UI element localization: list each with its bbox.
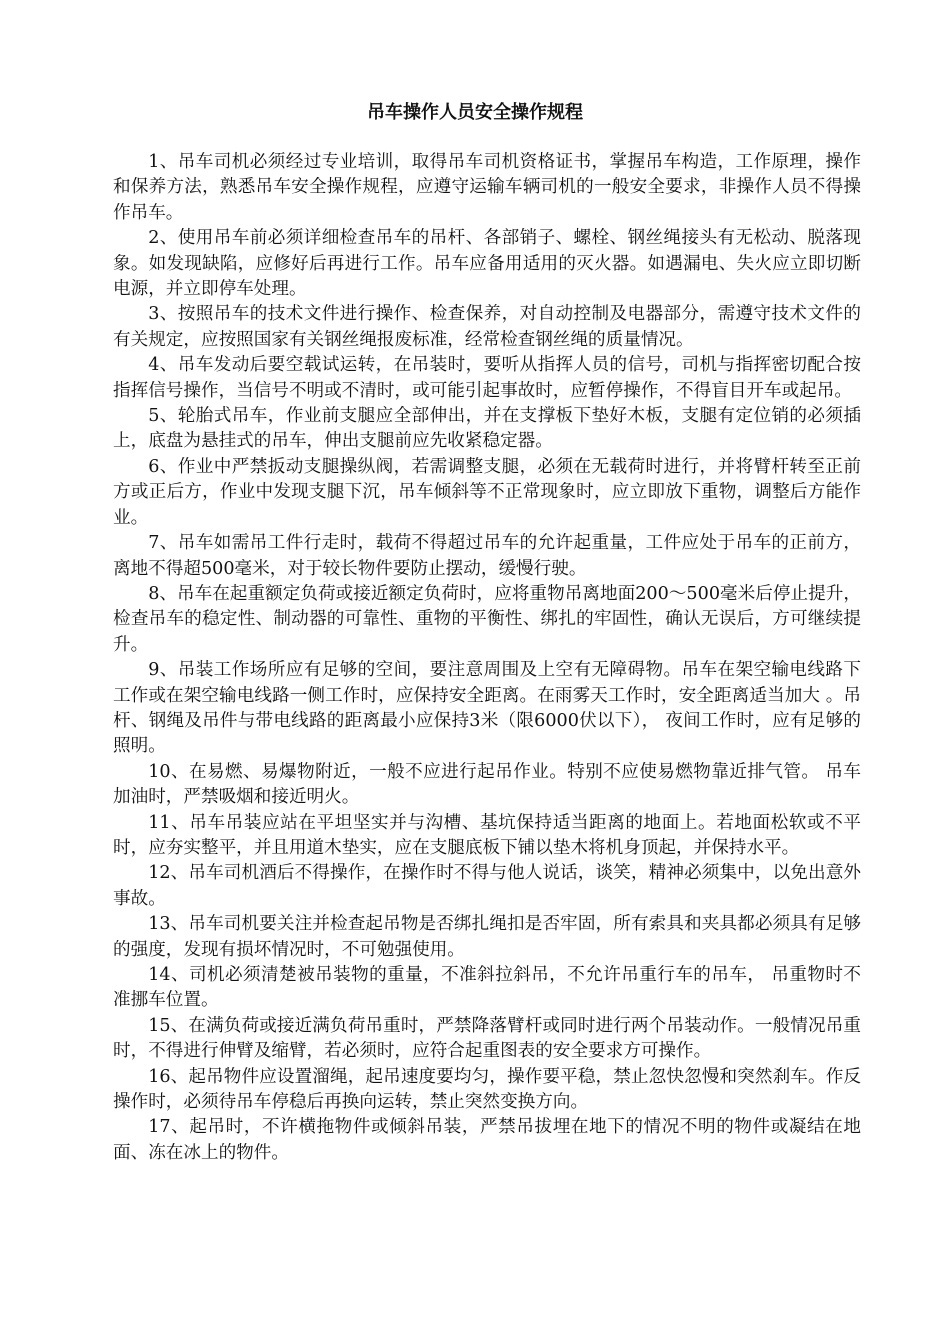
rule-paragraph-2: 2、使用吊车前必须详细检查吊车的吊杆、各部销子、螺栓、钢丝绳接头有无松动、脱落现象。如发现缺陷，应修好后再进行工作。吊车应备用适用的灭火器。如遇漏电、失火应立即切断电源，并立即停车处理。 bbox=[113, 228, 861, 300]
rule-paragraph-17: 17、起吊时，不许横拖物件或倾斜吊装，严禁吊拔埋在地下的情况不明的物件或凝结在地面、冻在冰上的物件。 bbox=[113, 1117, 861, 1163]
document-title: 吊车操作人员安全操作规程 bbox=[367, 102, 583, 123]
rule-paragraph-15: 15、在满负荷或接近满负荷吊重时，严禁降落臂杆或同时进行两个吊装动作。一般情况吊重时，不得进行伸臂及缩臂，若必须时，应符合起重图表的安全要求方可操作。 bbox=[113, 1015, 861, 1062]
rule-paragraph-9: 9、吊装工作场所应有足够的空间，要注意周围及上空有无障碍物。吊车在架空输电线路下工作或在架空输电线路一侧工作时，应保持安全距离。在雨雾天工作时，安全距离适当加大 。吊杆、钢绳及吊件与带电线路的距离最小应保持3米（限6000伏以下）， 夜间工作时，应有足够的照明。 bbox=[113, 660, 861, 757]
rule-paragraph-6: 6、作业中严禁扳动支腿操纵阀，若需调整支腿，必须在无载荷时进行，并将臂杆转至正前方或正后方，作业中发现支腿下沉，吊车倾斜等不正常现象时，应立即放下重物，调整后方能作业。 bbox=[113, 456, 861, 528]
rule-paragraph-3: 3、按照吊车的技术文件进行操作、检查保养，对自动控制及电器部分，需遵守技术文件的有关规定，应按照国家有关钢丝绳报废标准，经常检查钢丝绳的质量情况。 bbox=[113, 304, 861, 350]
rule-paragraph-4: 4、吊车发动后要空载试运转，在吊装时，要听从指挥人员的信号，司机与指挥密切配合按指挥信号操作，当信号不明或不清时，或可能引起事故时，应暂停操作，不得盲目开车或起吊。 bbox=[113, 355, 861, 401]
rule-paragraph-1: 1、吊车司机必须经过专业培训，取得吊车司机资格证书，掌握吊车构造，工作原理，操作和保养方法，熟悉吊车安全操作规程，应遵守运输车辆司机的一般安全要求，非操作人员不得操作吊车。 bbox=[113, 152, 861, 223]
rule-paragraph-16: 16、起吊物件应设置溜绳，起吊速度要均匀，操作要平稳，禁止忽快忽慢和突然刹车。作反操作时，必须待吊车停稳后再换向运转，禁止突然变换方向。 bbox=[113, 1066, 861, 1113]
rule-paragraph-8: 8、吊车在起重额定负荷或接近额定负荷时，应将重物吊离地面200～500毫米后停止提升，检查吊车的稳定性、制动器的可靠性、重物的平衡性、绑扎的牢固性，确认无误后，方可继续提升。 bbox=[113, 583, 861, 655]
document-body bbox=[113, 150, 861, 1166]
rule-paragraph-12: 12、吊车司机酒后不得操作，在操作时不得与他人说话，谈笑，精神必须集中，以免出意外事故。 bbox=[113, 863, 861, 909]
rule-paragraph-11: 11、吊车吊装应站在平坦坚实并与沟槽、基坑保持适当距离的地面上。若地面松软或不平时，应夯实整平，并且用道木垫实，应在支腿底板下铺以垫木将机身顶起，并保持水平。 bbox=[113, 812, 861, 858]
rule-paragraph-14: 14、司机必须清楚被吊装物的重量，不准斜拉斜吊，不允许吊重行车的吊车， 吊重物时不准挪车位置。 bbox=[113, 965, 861, 1011]
rule-paragraph-5: 5、轮胎式吊车，作业前支腿应全部伸出，并在支撑板下垫好木板，支腿有定位销的必须插上，底盘为悬挂式的吊车，伸出支腿前应先收紧稳定器。 bbox=[113, 406, 861, 452]
rule-paragraph-10: 10、在易燃、易爆物附近，一般不应进行起吊作业。特别不应使易燃物靠近排气管。 吊车加油时，严禁吸烟和接近明火。 bbox=[113, 761, 861, 808]
rule-paragraph-7: 7、吊车如需吊工件行走时，载荷不得超过吊车的允许起重量，工件应处于吊车的正前方，离地不得超500毫米，对于较长物件要防止摆动，缓慢行驶。 bbox=[113, 533, 861, 579]
rule-paragraph-13: 13、吊车司机要关注并检查起吊物是否绑扎绳扣是否牢固，所有索具和夹具都必须具有足够的强度，发现有损坏情况时，不可勉强使用。 bbox=[113, 914, 861, 960]
